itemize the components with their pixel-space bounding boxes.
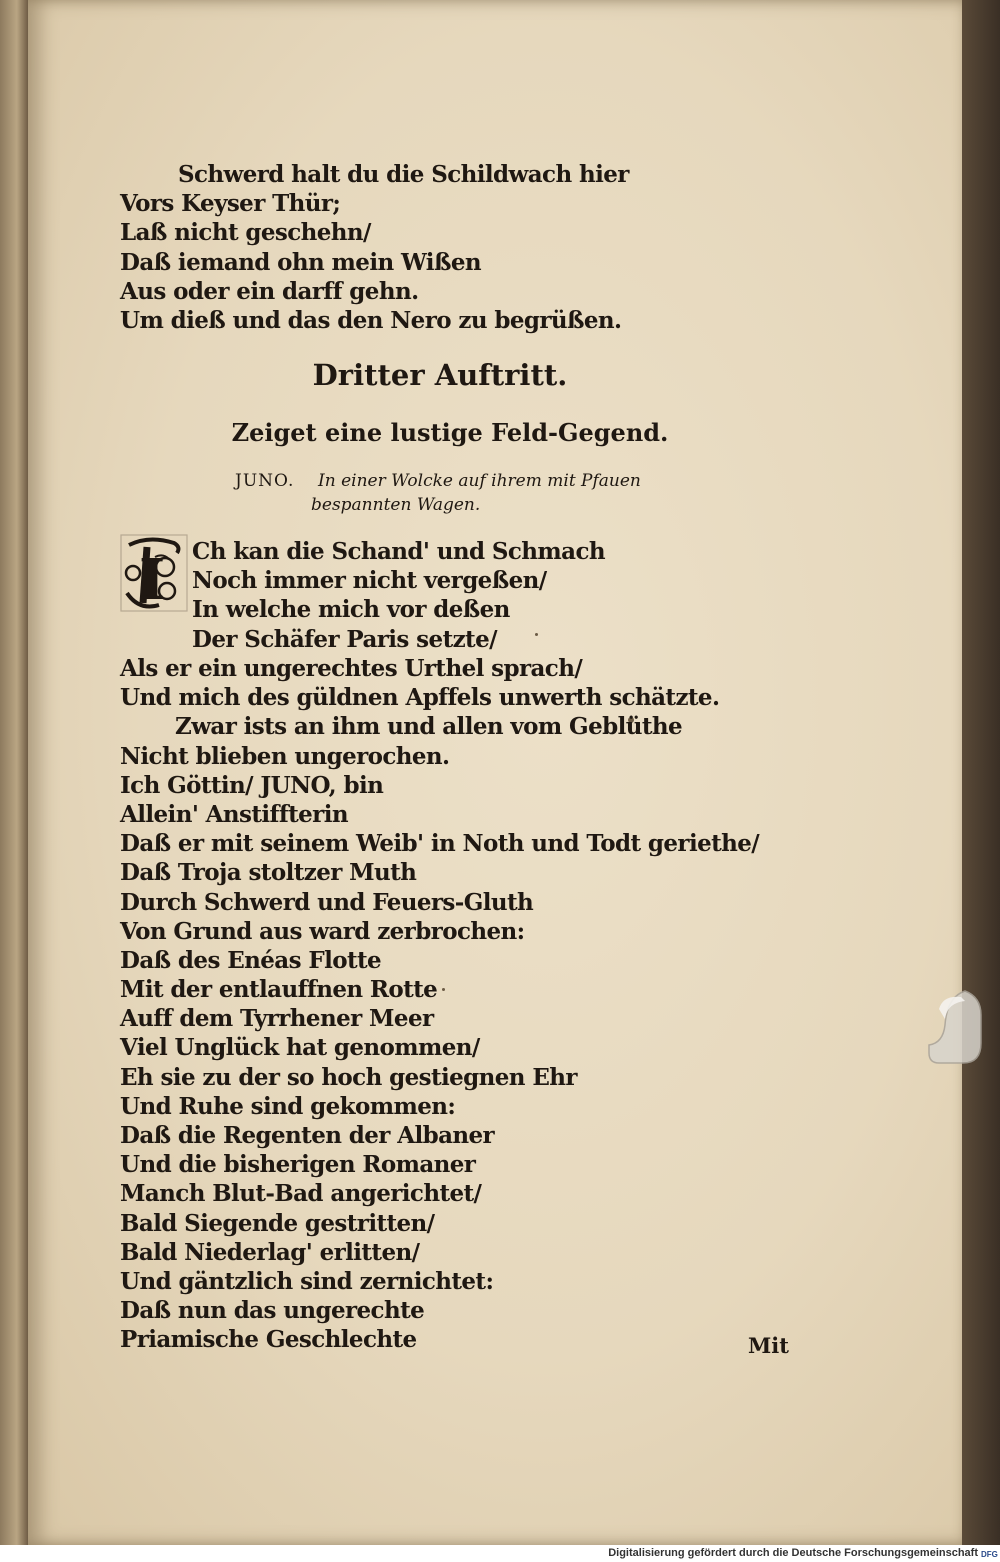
verse-line: Ich Göttin/ JUNO, bin (120, 771, 384, 799)
initial-verse-block (192, 537, 605, 654)
verse-line: Als er ein ungerechtes Urthel sprach/ (120, 655, 583, 682)
verse-line: Laß nicht geschehn/ (120, 219, 371, 247)
verse-line: Und mich des güldnen Apffels unwerth schätzte. (120, 684, 720, 712)
verse-line: Der Schäfer Paris setzte/ (192, 625, 497, 653)
verse-line: Von Grund aus ward zerbrochen: (120, 917, 525, 945)
verse-line: Bald Niederlag' erlitten/ (120, 1238, 420, 1266)
verse-line: Allein' Anstiffterin (120, 800, 348, 828)
adjacent-page-edge (0, 0, 28, 1545)
verse-line: Noch immer nicht vergeßen/ (192, 567, 547, 595)
initial-letter: I (139, 547, 166, 613)
verse-line: Daß er mit seinem Weib' in Noth und Todt geriethe/ (120, 830, 760, 858)
verse-line: Daß iemand ohn mein Wißen (120, 248, 481, 276)
verse-line: Durch Schwerd und Feuers-Gluth (120, 888, 534, 916)
speaker-name: JUNO. (235, 471, 295, 491)
verse-line: Um dieß und das den Nero zu begrüßen. (120, 306, 622, 334)
verse-line: Auff dem Tyrrhener Meer (120, 1005, 434, 1033)
verse-line: Daß die Regenten der Albaner (120, 1122, 495, 1149)
decorated-initial (119, 533, 191, 613)
svg-text:DFG: DFG (981, 1550, 998, 1559)
verse-line: Bald Siegende gestritten/ (120, 1209, 435, 1237)
verse-line: Zwar ists an ihm und allen vom Geblüthe (175, 713, 683, 741)
dfg-logo-icon (980, 1547, 998, 1559)
main-verse-block (120, 654, 759, 1355)
verse-line: In welche mich vor deßen (192, 596, 510, 624)
page-holder-clip (925, 985, 985, 1067)
footer-credit: Digitalisierung gefördert durch die Deutsche Forschungsgemeinschaft (608, 1547, 978, 1559)
verse-line: Mit der entlauffnen Rotte (120, 976, 438, 1004)
verse-line: Schwerd halt du die Schildwach hier (178, 161, 629, 188)
verse-line: Nicht blieben ungerochen. (120, 742, 450, 770)
verse-line: Ch kan die Schand' und Schmach (192, 538, 605, 565)
verse-line: Und die bisherigen Romaner (120, 1151, 476, 1179)
verse-line: Priamische Geschlechte (120, 1326, 417, 1354)
verse-line: Daß des Enéas Flotte (120, 946, 382, 974)
verse-line: Vors Keyser Thür; (120, 190, 341, 218)
verse-line: Eh sie zu der so hoch gestiegnen Ehr (120, 1063, 577, 1091)
catchword: Mit (748, 1333, 789, 1358)
page-gutter-shadow (962, 0, 1000, 1545)
stage-direction-line: In einer Wolcke auf ihrem mit Pfauen (318, 471, 641, 491)
scene-title: Dritter Auftritt. (312, 358, 568, 392)
verse-line: Und Ruhe sind gekommen: (120, 1092, 456, 1120)
verse-line: Aus oder ein darff gehn. (120, 277, 419, 305)
verse-line: Und gäntzlich sind zernichtet: (120, 1267, 494, 1295)
verse-line: Manch Blut-Bad angerichtet/ (120, 1180, 482, 1208)
opening-verse-block (120, 160, 629, 335)
scene-setting: Zeiget eine lustige Feld-Gegend. (231, 418, 669, 447)
verse-line: Daß Troja stoltzer Muth (120, 859, 417, 887)
verse-line: Viel Unglück hat genommen/ (120, 1034, 480, 1062)
stage-direction-line: bespannten Wagen. (311, 495, 481, 515)
verse-line: Daß nun das ungerechte (120, 1297, 425, 1325)
